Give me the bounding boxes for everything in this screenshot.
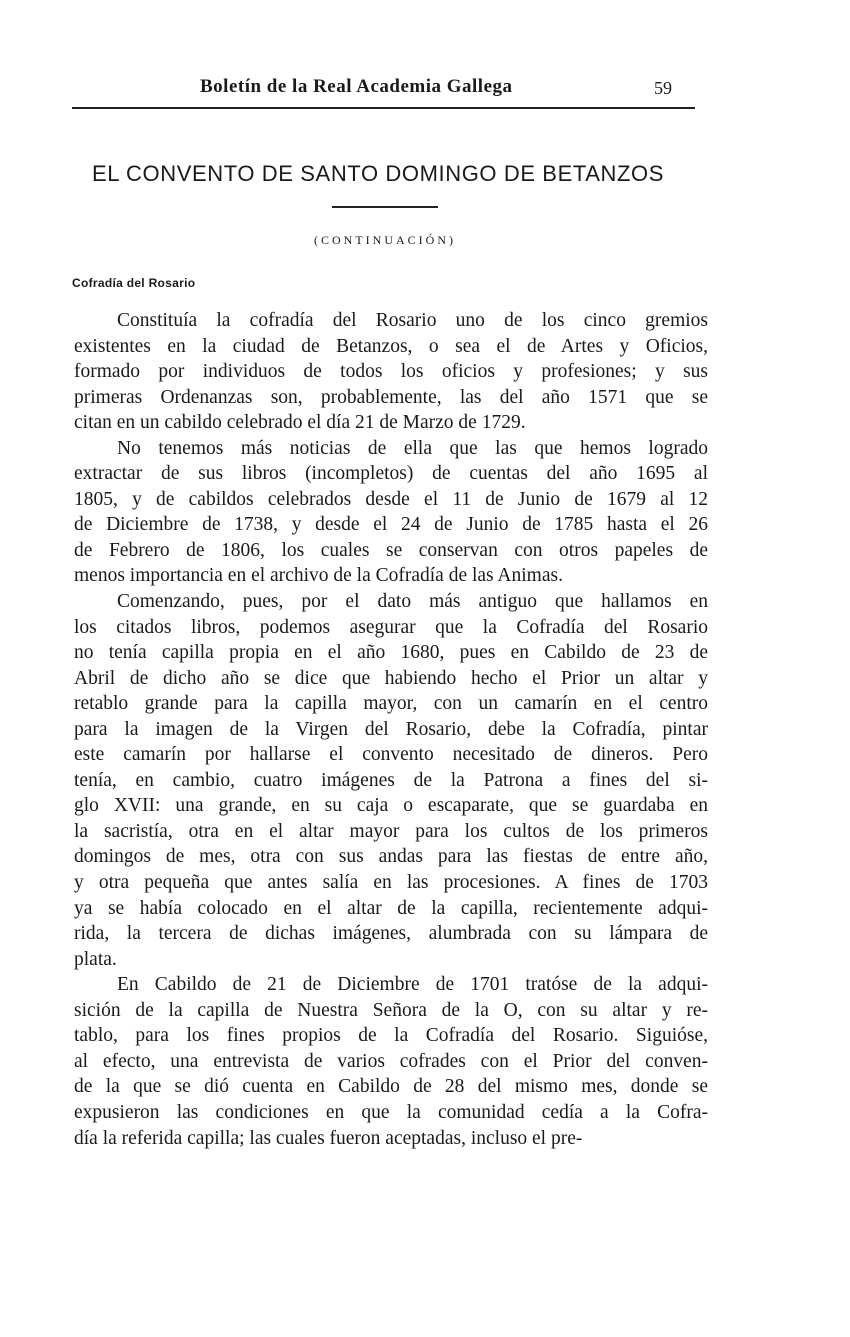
text-line: formado por individuos de todos los oficios y profesiones; y sus — [74, 361, 708, 383]
text-line: retablo grande para la capilla mayor, con un camarín en el centro — [74, 693, 708, 715]
text-line: de la que se dió cuenta en Cabildo de 28 del mismo mes, donde se — [74, 1076, 708, 1098]
article-title: EL CONVENTO DE SANTO DOMINGO DE BETANZOS — [92, 161, 665, 186]
header-rule — [72, 107, 695, 109]
text-line: tablo, para los fines propios de la Cofradía del Rosario. Siguióse, — [74, 1025, 708, 1047]
text-line: En Cabildo de 21 de Diciembre de 1701 tratóse de la adqui- — [117, 974, 708, 996]
page-number: 59 — [654, 78, 672, 98]
text-line: este camarín por hallarse el convento necesitado de dineros. Pero — [74, 744, 708, 766]
running-head: Boletín de la Real Academia Gallega — [200, 76, 513, 97]
text-line: la sacristía, otra en el altar mayor para los cultos de los primeros — [74, 820, 708, 842]
text-line: para la imagen de la Virgen del Rosario, debe la Cofradía, pintar — [74, 718, 708, 740]
text-line: de Diciembre de 1738, y desde el 24 de Junio de 1785 hasta el 26 — [74, 514, 708, 536]
text-line: expusieron las condiciones en que la comunidad cedía a la Cofra- — [74, 1101, 708, 1123]
text-line: al efecto, una entrevista de varios cofrades con el Prior del conven- — [74, 1050, 708, 1072]
text-line: No tenemos más noticias de ella que las que hemos logrado — [117, 437, 708, 459]
text-line: y otra pequeña que antes salía en las procesiones. A fines de 1703 — [74, 872, 708, 894]
text-line: citan en un cabildo celebrado el día 21 de Marzo de 1729. — [74, 412, 526, 434]
text-line: rida, la tercera de dichas imágenes, alumbrada con su lámpara de — [74, 923, 708, 945]
text-line: no tenía capilla propia en el año 1680, pues en Cabildo de 23 de — [74, 642, 708, 664]
text-line: plata. — [74, 948, 117, 970]
text-line: menos importancia en el archivo de la Cofradía de las Animas. — [74, 565, 563, 587]
text-line: de Febrero de 1806, los cuales se conservan con otros papeles de — [74, 539, 708, 561]
text-line: sición de la capilla de Nuestra Señora de la O, con su altar y re- — [74, 999, 708, 1021]
body-text — [74, 308, 708, 1151]
text-line: los citados libros, podemos asegurar que la Cofradía del Rosario — [74, 616, 708, 638]
text-line: tenía, en cambio, cuatro imágenes de la Patrona a fines del si- — [74, 769, 708, 791]
text-line: día la referida capilla; las cuales fueron aceptadas, incluso el pre- — [74, 1127, 583, 1149]
section-heading: Cofradía del Rosario — [72, 276, 196, 290]
text-line: existentes en la ciudad de Betanzos, o sea el de Artes y Oficios, — [74, 335, 708, 357]
text-line: domingos de mes, otra con sus andas para las fiestas de entre año, — [74, 846, 708, 868]
continuation-label: (CONTINUACIÓN) — [314, 233, 456, 247]
title-rule — [332, 206, 438, 208]
text-line: glo XVII: una grande, en su caja o escaparate, que se guardaba en — [74, 795, 708, 817]
text-line: extractar de sus libros (incompletos) de cuentas del año 1695 al — [74, 463, 708, 485]
text-line: Abril de dicho año se dice que habiendo hecho el Prior un altar y — [74, 667, 708, 689]
text-line: Comenzando, pues, por el dato más antiguo que hallamos en — [117, 591, 708, 613]
text-line: 1805, y de cabildos celebrados desde el 11 de Junio de 1679 al 12 — [74, 488, 708, 510]
text-line: Constituía la cofradía del Rosario uno de los cinco gremios — [117, 310, 708, 331]
text-line: primeras Ordenanzas son, probablemente, las del año 1571 que se — [74, 386, 708, 408]
text-line: ya se había colocado en el altar de la capilla, recientemente adqui- — [74, 897, 708, 919]
